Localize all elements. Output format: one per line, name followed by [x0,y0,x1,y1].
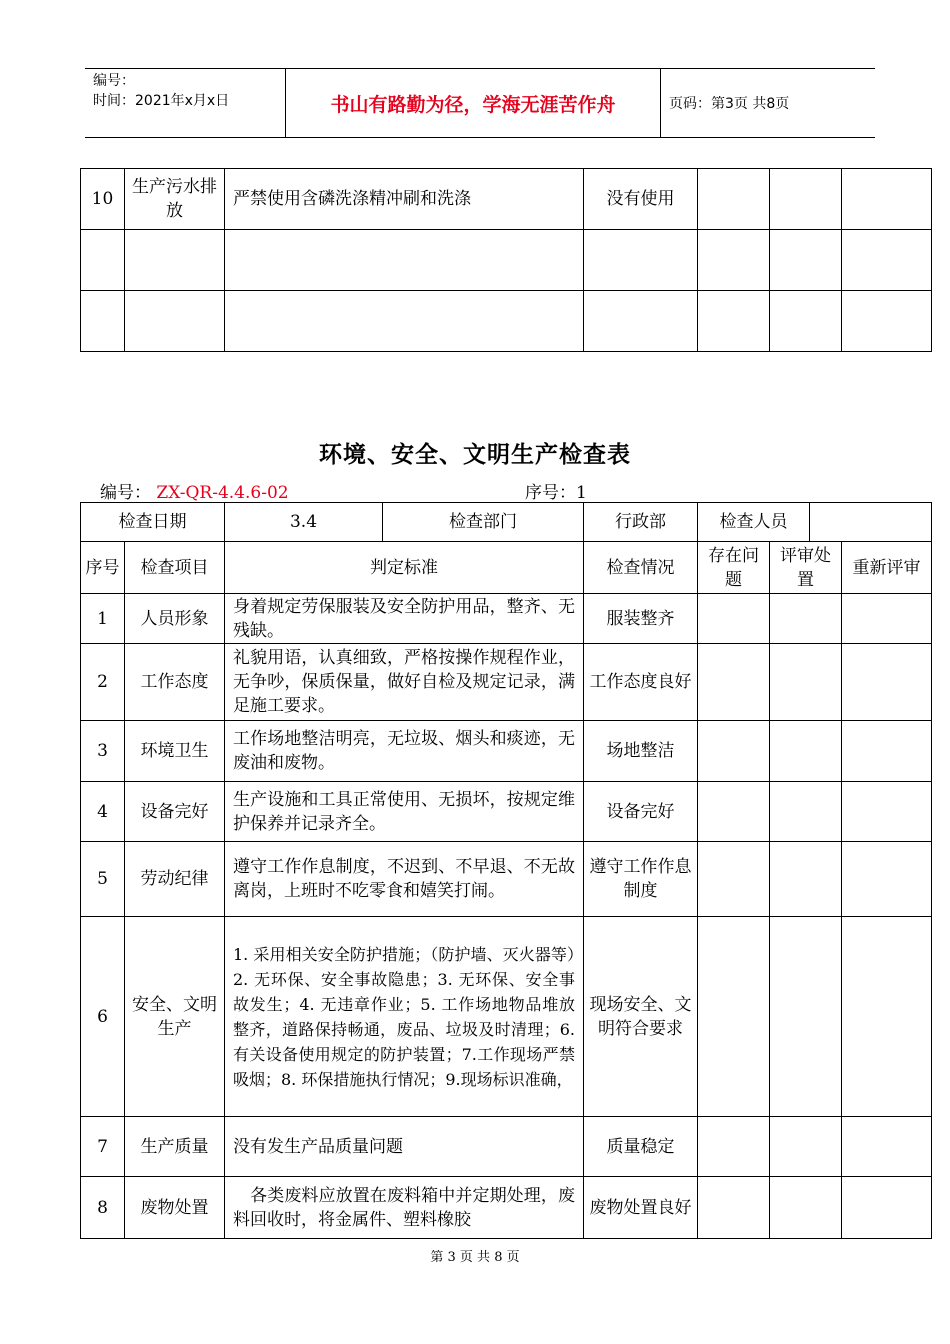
row-rereview [842,1117,932,1177]
table-row [81,917,932,1117]
row-status: 现场安全、文明符合要求 [584,917,698,1117]
row-item: 废物处置 [125,1177,225,1239]
date-value: 3.4 [225,503,383,542]
row-item: 安全、文明生产 [125,917,225,1117]
doc-code-label: 编号： [100,483,151,503]
row-item: 劳动纪律 [125,842,225,917]
row-status: 没有使用 [584,169,698,230]
header-standard: 判定标准 [225,542,584,594]
row-issue [698,169,770,230]
header-issue: 存在问题 [698,542,770,594]
row-issue [698,1177,770,1239]
row-review [770,1177,842,1239]
table-row [81,169,932,230]
row-issue [698,1117,770,1177]
row-issue [698,917,770,1117]
row-rereview [842,644,932,721]
table-row [81,644,932,721]
row-review [770,842,842,917]
row-item: 环境卫生 [125,721,225,782]
header-no: 序号 [81,542,125,594]
row-review [770,594,842,644]
row-no: 6 [81,917,125,1117]
row-review [770,291,842,352]
row-standard: 工作场地整洁明亮，无垃圾、烟头和痰迹，无废油和废物。 [225,721,584,782]
row-issue [698,782,770,842]
row-review [770,644,842,721]
row-item: 工作态度 [125,644,225,721]
row-no: 8 [81,1177,125,1239]
row-status: 工作态度良好 [584,644,698,721]
doc-serial: 序号：1 [525,483,587,503]
row-issue [698,721,770,782]
row-item: 生产质量 [125,1117,225,1177]
row-no: 5 [81,842,125,917]
row-item: 人员形象 [125,594,225,644]
doc-code-value: ZX-QR-4.4.6-02 [156,483,289,503]
row-status [584,291,698,352]
table-row [81,594,932,644]
header-page-label: 页码：第3页 共8页 [669,96,790,112]
row-no: 1 [81,594,125,644]
header-row [81,542,932,594]
dept-label: 检查部门 [383,503,584,542]
table-row [81,721,932,782]
header-review: 评审处置 [770,542,842,594]
row-rereview [842,169,932,230]
row-issue [698,644,770,721]
table-row [81,1117,932,1177]
row-standard: 生产设施和工具正常使用、无损坏，按规定维护保养并记录齐全。 [225,782,584,842]
row-no [81,291,125,352]
row-no: 4 [81,782,125,842]
header-item: 检查项目 [125,542,225,594]
row-status: 遵守工作作息制度 [584,842,698,917]
row-standard: 没有发生产品质量问题 [225,1117,584,1177]
row-rereview [842,230,932,291]
row-status: 质量稳定 [584,1117,698,1177]
row-status: 设备完好 [584,782,698,842]
header-meta [85,69,285,137]
header-rereview: 重新评审 [842,542,932,594]
document-title: 环境、安全、文明生产检查表 [319,441,631,468]
row-rereview [842,917,932,1117]
header-time: 时间：2021年x月x日 [93,93,230,109]
table-row [81,842,932,917]
row-no: 3 [81,721,125,782]
table-row [81,291,932,352]
page-header [85,68,875,138]
row-no: 10 [81,169,125,230]
info-row [81,503,932,542]
row-review [770,721,842,782]
row-item [125,230,225,291]
table-row [81,782,932,842]
row-standard [225,291,584,352]
table-row [81,230,932,291]
row-status [584,230,698,291]
row-issue [698,230,770,291]
row-item: 生产污水排放 [125,169,225,230]
doc-code [100,478,289,503]
dept-value: 行政部 [584,503,698,542]
row-review [770,169,842,230]
row-status: 场地整洁 [584,721,698,782]
row-rereview [842,842,932,917]
row-review [770,917,842,1117]
top-table [80,168,932,352]
row-standard: 1. 采用相关安全防护措施；（防护墙、灭火器等）2. 无环保、安全事故隐患；3. 无环保、安全事故发生；4. 无违章作业；5. 工作场地物品堆放整齐，道路保持畅通，废品、垃圾及时清理；6. 有关设备使用规定的防护装置；7.工作现场严禁吸烟；8. 环保措施执行情况；9.现场标识准确， [225,917,584,1117]
inspector-value [810,503,932,542]
row-status: 服装整齐 [584,594,698,644]
inspector-label: 检查人员 [698,503,810,542]
row-standard: 身着规定劳保服装及安全防护用品，整齐、无残缺。 [225,594,584,644]
row-item: 设备完好 [125,782,225,842]
date-label: 检查日期 [81,503,225,542]
row-item [125,291,225,352]
row-status: 废物处置良好 [584,1177,698,1239]
row-issue [698,594,770,644]
row-rereview [842,721,932,782]
row-review [770,230,842,291]
row-review [770,782,842,842]
row-no: 2 [81,644,125,721]
row-issue [698,291,770,352]
row-rereview [842,782,932,842]
table-row [81,1177,932,1239]
page-footer: 第 3 页 共 8 页 [430,1250,520,1265]
row-standard [225,230,584,291]
row-rereview [842,594,932,644]
row-review [770,1117,842,1177]
row-no: 7 [81,1117,125,1177]
header-code-label: 编号： [93,73,135,89]
header-status: 检查情况 [584,542,698,594]
header-motto: 书山有路勤为径，学海无涯苦作舟 [285,69,661,137]
row-rereview [842,1177,932,1239]
row-rereview [842,291,932,352]
row-standard: 遵守工作作息制度，不迟到、不早退、不无故离岗，上班时不吃零食和嬉笑打闹。 [225,842,584,917]
row-standard: 各类废料应放置在废料箱中并定期处理，废料回收时，将金属件、塑料橡胶 [225,1177,584,1239]
row-standard: 礼貌用语，认真细致，严格按操作规程作业，无争吵，保质保量，做好自检及规定记录，满足施工要求。 [225,644,584,721]
inspection-table [80,502,932,1239]
row-no [81,230,125,291]
row-standard: 严禁使用含磷洗涤精冲刷和洗涤 [225,169,584,230]
row-issue [698,842,770,917]
